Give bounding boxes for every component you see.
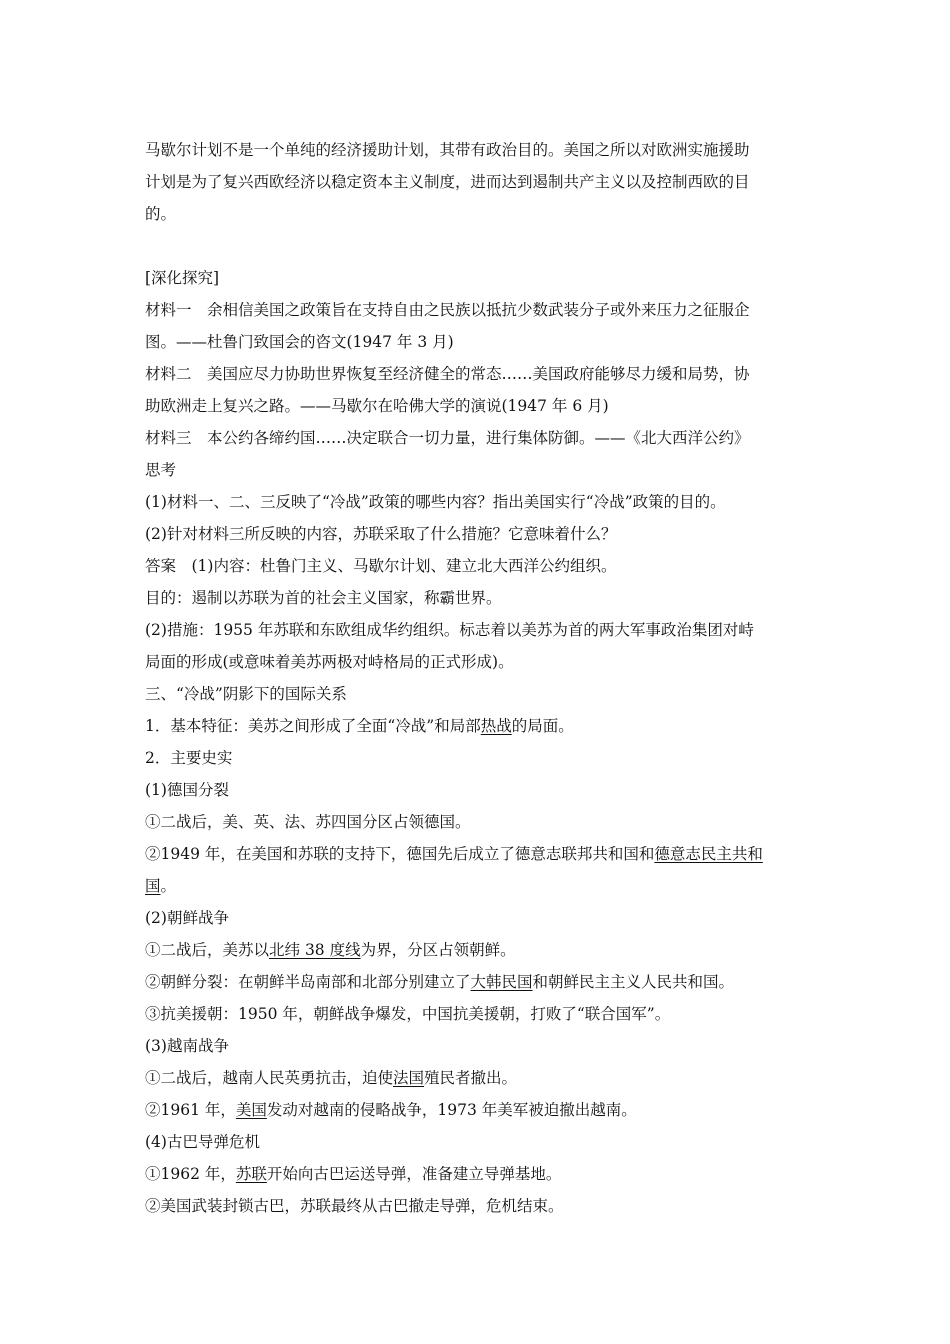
vietnam-item-2 [145, 1100, 637, 1120]
blank-answer: 美国 [235, 1101, 267, 1119]
blank-answer: 苏联 [235, 1165, 267, 1183]
material-2-line-1: 材料二 美国应尽力协助世界恢复至经济健全的常态……美国政府能够尽力缓和局势，协 [145, 365, 750, 383]
vietnam-item-2-tail: 发动对越南的侵略战争，1973 年美军被迫撤出越南。 [266, 1101, 637, 1119]
blank-answer: 德意志民主共和 [654, 845, 763, 863]
think-label: 思考 [145, 461, 177, 479]
answer-1: 答案 (1)内容：杜鲁门主义、马歇尔计划、建立北大西洋公约组织。 [145, 557, 617, 575]
blank-answer: 北纬 38 度线 [269, 941, 361, 959]
intro-line-3: 的。 [145, 205, 177, 223]
material-2-line-2: 助欧洲走上复兴之路。——马歇尔在哈佛大学的演说(1947 年 6 月) [145, 397, 609, 415]
vietnam-title: (3)越南战争 [145, 1037, 229, 1055]
korea-item-2 [145, 972, 734, 992]
main-facts-heading: 2．主要史实 [145, 749, 233, 767]
germany-item-1: ①二战后，美、英、法、苏四国分区占领德国。 [145, 813, 471, 831]
germany-item-2-text: ②1949 年，在美国和苏联的支持下，德国先后成立了德意志联邦共和国和 [145, 845, 655, 863]
blank-answer: 国 [145, 877, 161, 895]
blank-answer: 大韩民国 [470, 973, 533, 991]
cuba-title: (4)古巴导弹危机 [145, 1133, 260, 1151]
intro-line-1: 马歇尔计划不是一个单纯的经济援助计划，其带有政治目的。美国之所以对欧洲实施援助 [145, 141, 750, 159]
germany-item-2 [145, 844, 763, 864]
korea-item-2-text: ②朝鲜分裂：在朝鲜半岛南部和北部分别建立了 [145, 973, 471, 991]
vietnam-item-1-text: ①二战后，越南人民英勇抗击，迫使 [145, 1069, 394, 1087]
cuba-item-2: ②美国武装封锁古巴，苏联最终从古巴撤走导弹，危机结束。 [145, 1197, 564, 1215]
vietnam-item-2-text: ②1961 年， [145, 1101, 236, 1119]
material-1-line-2: 图。——杜鲁门致国会的咨文(1947 年 3 月) [145, 333, 454, 351]
blank-answer: 法国 [393, 1069, 425, 1087]
germany-title: (1)德国分裂 [145, 781, 229, 799]
cuba-item-1-text: ①1962 年， [145, 1165, 236, 1183]
basic-feature-tail: 的局面。 [511, 717, 574, 735]
korea-item-2-tail: 和朝鲜民主主义人民共和国。 [532, 973, 735, 991]
korea-item-3: ③抗美援朝：1950 年，朝鲜战争爆发，中国抗美援朝，打败了“联合国军”。 [145, 1005, 671, 1023]
korea-title: (2)朝鲜战争 [145, 909, 229, 927]
vietnam-item-1 [145, 1068, 517, 1088]
basic-feature [145, 716, 574, 736]
vietnam-item-1-tail: 殖民者撤出。 [424, 1069, 518, 1087]
question-2: (2)针对材料三所反映的内容，苏联采取了什么措施？它意味着什么？ [145, 525, 617, 543]
explore-heading: [深化探究] [145, 269, 220, 287]
cuba-item-1-tail: 开始向古巴运送导弹，准备建立导弹基地。 [266, 1165, 562, 1183]
material-1-line-1: 材料一 余相信美国之政策旨在支持自由之民族以抵抗少数武装分子或外来压力之征服企 [145, 301, 750, 319]
germany-item-2-tail: 。 [160, 877, 177, 895]
section-3-title: 三、“冷战”阴影下的国际关系 [145, 685, 347, 703]
basic-feature-text: 1．基本特征：美苏之间形成了全面“冷战”和局部 [145, 717, 481, 735]
question-1: (1)材料一、二、三反映了“冷战”政策的哪些内容？指出美国实行“冷战”政策的目的。 [145, 493, 726, 511]
korea-item-1 [145, 940, 516, 960]
answer-3-line-1: (2)措施：1955 年苏联和东欧组成华约组织。标志着以美苏为首的两大军事政治集团对峙 [145, 621, 754, 639]
korea-item-1-tail: 为界，分区占领朝鲜。 [360, 941, 516, 959]
intro-line-2: 计划是为了复兴西欧经济以稳定资本主义制度，进而达到遏制共产主义以及控制西欧的目 [145, 173, 750, 191]
cuba-item-1 [145, 1164, 561, 1184]
answer-2: 目的：遏制以苏联为首的社会主义国家，称霸世界。 [145, 589, 502, 607]
blank-answer: 热战 [480, 717, 512, 735]
germany-item-2-cont [145, 876, 176, 896]
korea-item-1-text: ①二战后，美苏以 [145, 941, 270, 959]
material-3: 材料三 本公约各缔约国……决定联合一切力量，进行集体防御。——《北大西洋公约》 [145, 429, 750, 447]
answer-3-line-2: 局面的形成(或意味着美苏两极对峙格局的正式形成)。 [145, 653, 514, 671]
